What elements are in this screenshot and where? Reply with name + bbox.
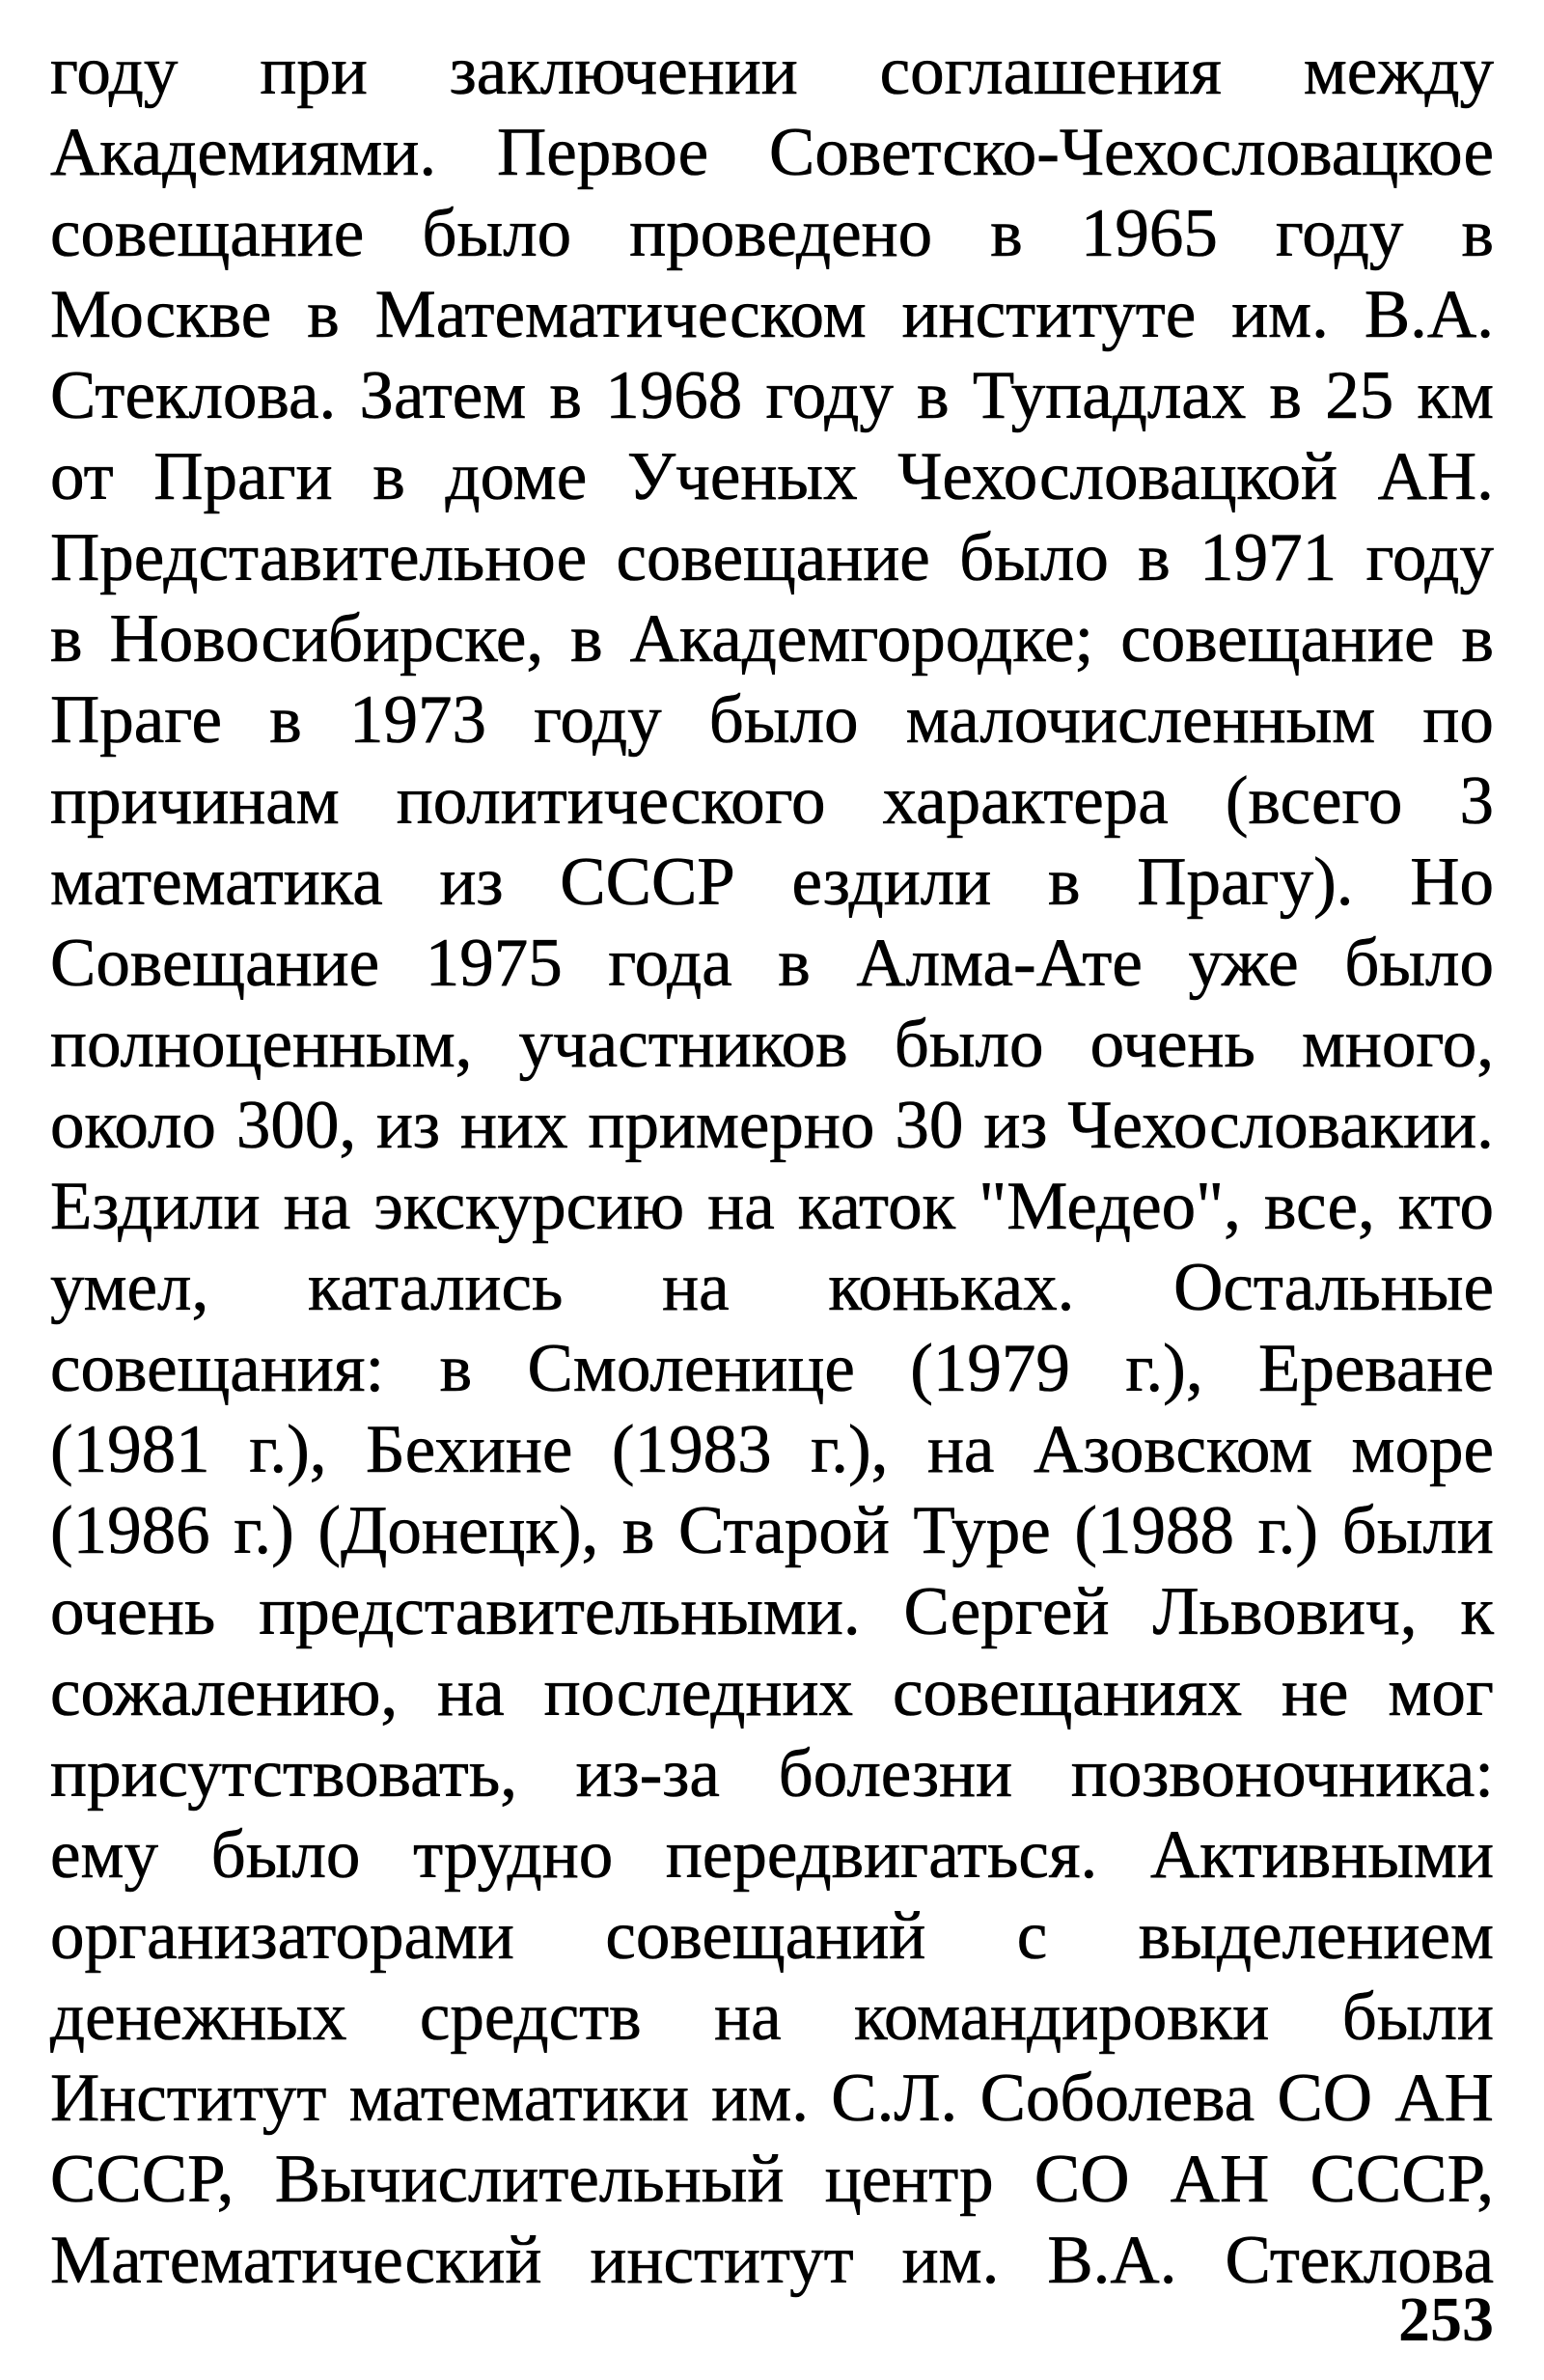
word: Старой	[677, 1493, 890, 1568]
text-line	[50, 1004, 1494, 1085]
text-line	[50, 2220, 1494, 2301]
word: Первое	[496, 115, 709, 190]
word: в	[50, 601, 83, 677]
word: году	[50, 34, 179, 109]
text-line	[50, 923, 1494, 1004]
word: совещаниях	[893, 1655, 1242, 1730]
word: (1983	[611, 1412, 772, 1487]
word: доме	[445, 439, 588, 514]
word: в	[990, 196, 1023, 271]
word: было	[708, 682, 859, 758]
word: было	[894, 1007, 1044, 1082]
word: СО	[1277, 2061, 1373, 2136]
word: Тупадлах	[972, 358, 1247, 433]
word: с	[1016, 1898, 1048, 1974]
text-line	[50, 193, 1494, 274]
word: Бехине	[366, 1412, 573, 1487]
word: Львович,	[1152, 1574, 1418, 1649]
word: Праге	[50, 682, 222, 758]
word: присутствовать,	[50, 1736, 517, 1812]
text-line	[50, 1166, 1494, 1247]
word: соглашения	[879, 34, 1222, 109]
word: проведено	[629, 196, 933, 271]
word: в	[439, 1331, 473, 1406]
word: на	[283, 1169, 351, 1244]
word: в	[1461, 196, 1494, 271]
text-line	[50, 1733, 1494, 1814]
word: (всего	[1225, 763, 1403, 839]
word: в	[778, 926, 811, 1001]
word: представительными.	[259, 1574, 861, 1649]
word: коньках.	[828, 1250, 1075, 1325]
word: в	[269, 682, 302, 758]
word: году	[1275, 196, 1404, 271]
text-line	[50, 355, 1494, 436]
word: участников	[518, 1007, 848, 1082]
text-line	[50, 1896, 1494, 1977]
word: каток	[797, 1169, 956, 1244]
word: в	[570, 601, 603, 677]
word: на	[707, 1169, 775, 1244]
word: г.),	[1125, 1331, 1203, 1406]
text-line	[50, 842, 1494, 923]
word: (1981	[50, 1412, 210, 1487]
text-line	[50, 1247, 1494, 1328]
word: из-за	[575, 1736, 720, 1812]
word: Смоленице	[527, 1331, 855, 1406]
word: к	[1460, 1574, 1494, 1649]
word: передвигаться.	[665, 1817, 1098, 1893]
word: Математическом	[374, 277, 867, 352]
text-line	[50, 679, 1494, 761]
word: Академиями.	[50, 115, 437, 190]
text-line	[50, 274, 1494, 355]
word: на	[926, 1412, 995, 1487]
word: году	[1365, 520, 1494, 595]
word: по	[1422, 682, 1494, 758]
word: им.	[711, 2061, 809, 2136]
word: С.Л.	[831, 2061, 958, 2136]
word: В.А.	[1047, 2223, 1177, 2298]
word: характера	[882, 763, 1169, 839]
word: Ереване	[1257, 1331, 1494, 1406]
word: года	[608, 926, 732, 1001]
word: Но	[1410, 844, 1494, 920]
word: в	[1269, 358, 1303, 433]
word: в	[1461, 601, 1494, 677]
word: в	[549, 358, 582, 433]
word: 1968	[605, 358, 743, 433]
word: (Донецк),	[317, 1493, 599, 1568]
word: совещания:	[50, 1331, 385, 1406]
word: центр	[824, 2142, 994, 2217]
word: было	[1344, 926, 1494, 1001]
word: совещание	[1120, 601, 1435, 677]
text-line	[50, 1977, 1494, 2058]
word: командировки	[854, 1979, 1270, 2055]
word: г.)	[234, 1493, 294, 1568]
word: Алма-Ате	[856, 926, 1143, 1001]
text-line	[50, 1328, 1494, 1409]
word: все,	[1263, 1169, 1375, 1244]
word: г.),	[811, 1412, 889, 1487]
word: Затем	[359, 358, 527, 433]
word: не	[1281, 1655, 1349, 1730]
word: трудно	[413, 1817, 614, 1893]
word: позвоночника:	[1070, 1736, 1494, 1812]
word: г.)	[1257, 1493, 1319, 1568]
word: (1986	[50, 1493, 210, 1568]
word: около	[50, 1088, 216, 1163]
word: В.А.	[1364, 277, 1494, 352]
word: мог	[1388, 1655, 1494, 1730]
word: ему	[50, 1817, 158, 1893]
word: Стеклова.	[50, 358, 337, 433]
word: при	[260, 34, 368, 109]
word: Москве	[50, 277, 272, 352]
word: экскурсию	[373, 1169, 685, 1244]
word: совещаний	[605, 1898, 926, 1974]
word: Соболева	[979, 2061, 1255, 2136]
text-line	[50, 436, 1494, 517]
word: организаторами	[50, 1898, 514, 1974]
word: в	[372, 439, 405, 514]
word: Вычислительный	[274, 2142, 785, 2217]
word: Ученых	[626, 439, 858, 514]
word: Стеклова	[1225, 2223, 1494, 2298]
word: умел,	[50, 1250, 209, 1325]
word: Представительное	[50, 520, 588, 595]
text-line	[50, 1409, 1494, 1490]
word: Прагу).	[1137, 844, 1354, 920]
word: совещание	[50, 196, 365, 271]
word: уже	[1188, 926, 1299, 1001]
word: 3	[1459, 763, 1494, 839]
word: (1979	[910, 1331, 1070, 1406]
text-line	[50, 31, 1494, 112]
word: в	[1138, 520, 1171, 595]
word: им.	[901, 2223, 1000, 2298]
word: совещание	[616, 520, 930, 595]
word: болезни	[778, 1736, 1013, 1812]
word: в	[307, 277, 340, 352]
word: много,	[1301, 1007, 1494, 1082]
word: из	[439, 844, 504, 920]
word: 25	[1325, 358, 1394, 433]
word: катались	[307, 1250, 564, 1325]
word: году	[534, 682, 662, 758]
word: заключении	[449, 34, 798, 109]
word: причинам	[50, 763, 340, 839]
word: было	[959, 520, 1109, 595]
word: было	[210, 1817, 361, 1893]
text-line	[50, 2058, 1494, 2139]
word: км	[1417, 358, 1494, 433]
word: 1965	[1080, 196, 1218, 271]
word: примерно	[588, 1088, 875, 1163]
word: АН.	[1377, 439, 1494, 514]
word: СССР,	[50, 2142, 234, 2217]
word: Чехословакии.	[1067, 1088, 1494, 1163]
word: Институт	[50, 2061, 327, 2136]
word: институте	[901, 277, 1197, 352]
word: средств	[419, 1979, 642, 2055]
word: Туре	[913, 1493, 1051, 1568]
page-number: 253	[1398, 2284, 1494, 2355]
text-line	[50, 1652, 1494, 1733]
word: 300,	[235, 1088, 357, 1163]
word: ездили	[791, 844, 992, 920]
word: на	[714, 1979, 782, 2055]
word: Сергей	[903, 1574, 1110, 1649]
word: им.	[1231, 277, 1329, 352]
word: последних	[543, 1655, 854, 1730]
word: на	[662, 1250, 730, 1325]
word: "Медео",	[979, 1169, 1241, 1244]
word: 30	[895, 1088, 964, 1163]
word: Математический	[50, 2223, 542, 2298]
word: сожалению,	[50, 1655, 399, 1730]
word: 1971	[1199, 520, 1337, 595]
word: в	[917, 358, 950, 433]
text-line	[50, 2139, 1494, 2220]
word: было	[422, 196, 572, 271]
word: из	[983, 1088, 1048, 1163]
word: очень	[50, 1574, 216, 1649]
word: Остальные	[1173, 1250, 1494, 1325]
word: от	[50, 439, 114, 514]
word: Новосибирске,	[109, 601, 544, 677]
word: очень	[1089, 1007, 1255, 1082]
word: Совещание	[50, 926, 380, 1001]
word: Академгородке;	[629, 601, 1094, 677]
word: в	[621, 1493, 655, 1568]
word: между	[1303, 34, 1494, 109]
word: политического	[396, 763, 826, 839]
word: (1988	[1074, 1493, 1234, 1568]
word: 1973	[348, 682, 486, 758]
word: на	[437, 1655, 505, 1730]
word: них	[460, 1088, 568, 1163]
word: Советско-Чехословацкое	[768, 115, 1494, 190]
word: Азовском	[1034, 1412, 1312, 1487]
word: полноценным,	[50, 1007, 473, 1082]
word: Чехословацкой	[897, 439, 1337, 514]
word: СССР	[560, 844, 735, 920]
word: математика	[50, 844, 383, 920]
word: институт	[590, 2223, 854, 2298]
word: АН	[1394, 2061, 1494, 2136]
word: АН	[1170, 2142, 1270, 2217]
word: Праги	[153, 439, 333, 514]
word: г.),	[249, 1412, 327, 1487]
word: году	[765, 358, 894, 433]
word: были	[1341, 1979, 1494, 2055]
word: кто	[1397, 1169, 1494, 1244]
word: СССР,	[1310, 2142, 1494, 2217]
word: море	[1351, 1412, 1494, 1487]
word: 1975	[425, 926, 563, 1001]
text-line	[50, 1814, 1494, 1896]
body-text	[50, 31, 1494, 2301]
word: в	[1047, 844, 1081, 920]
text-line	[50, 1490, 1494, 1571]
text-line	[50, 598, 1494, 679]
word: выделением	[1138, 1898, 1494, 1974]
word: денежных	[50, 1979, 347, 2055]
word: Ездили	[50, 1169, 261, 1244]
word: Активными	[1149, 1817, 1494, 1893]
text-line	[50, 112, 1494, 193]
word: были	[1341, 1493, 1494, 1568]
word: математики	[348, 2061, 690, 2136]
word: СО	[1034, 2142, 1130, 2217]
word: малочисленным	[905, 682, 1376, 758]
text-line	[50, 1571, 1494, 1652]
word: из	[376, 1088, 441, 1163]
text-line	[50, 517, 1494, 598]
text-line	[50, 761, 1494, 842]
text-line	[50, 1085, 1494, 1166]
